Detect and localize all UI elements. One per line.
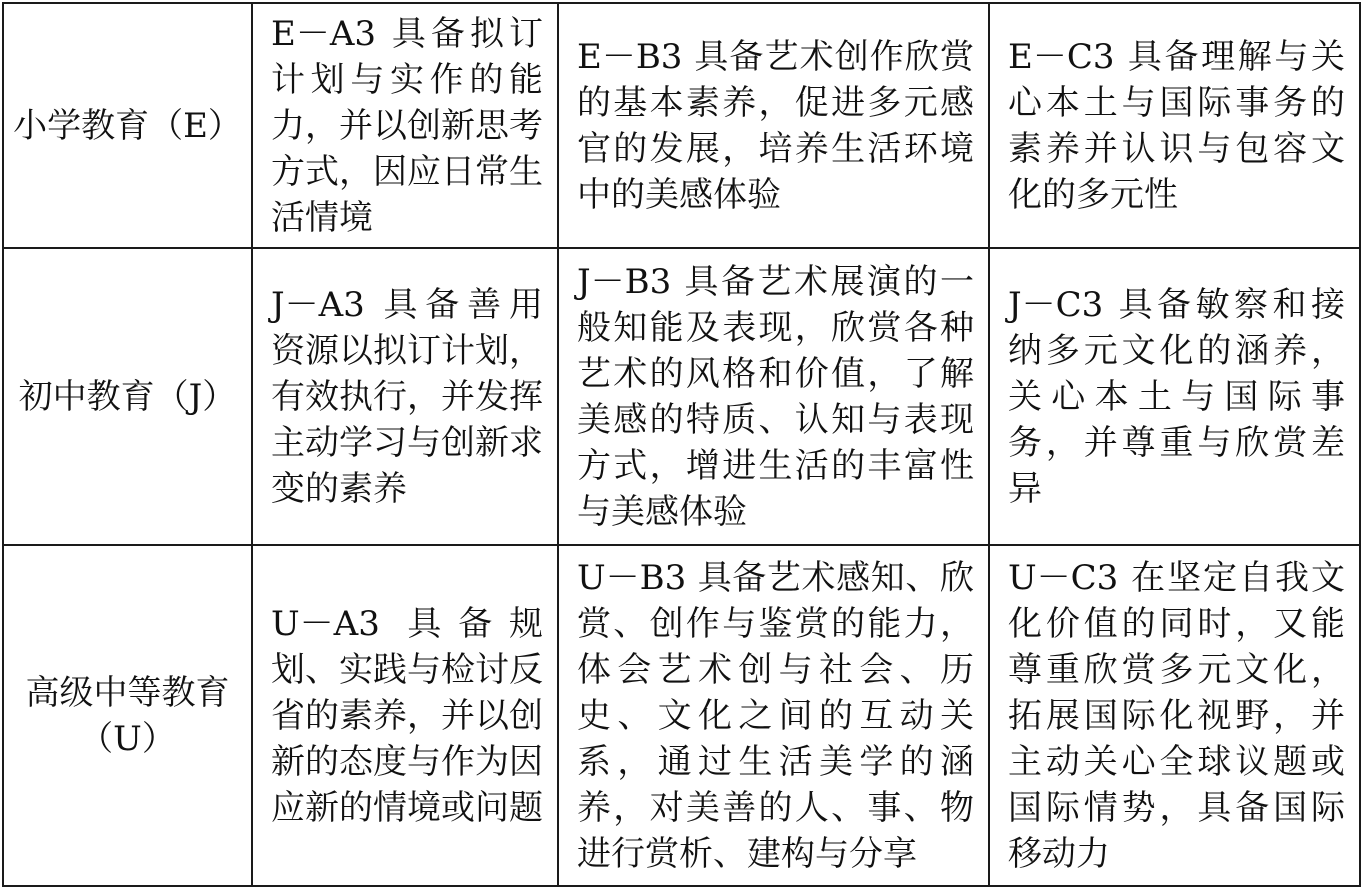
stage-cell: 高级中等教育（U） bbox=[3, 545, 252, 886]
a3-cell: J－A3 具备善用资源以拟订计划，有效执行，并发挥主动学习与创新求变的素养 bbox=[252, 248, 558, 545]
stage-cell: 初中教育（J） bbox=[3, 248, 252, 545]
a3-cell: U－A3 具备规划、实践与检讨反省的素养，并以创新的态度与作为因应新的情境或问题 bbox=[252, 545, 558, 886]
b3-cell: U－B3 具备艺术感知、欣赏、创作与鉴赏的能力，体会艺术创与社会、历史、文化之间的互动关系，通过生活美学的涵养，对美善的人、事、物进行赏析、建构与分享 bbox=[558, 545, 989, 886]
a3-cell: E－A3 具备拟订计划与实作的能力，并以创新思考方式，因应日常生活情境 bbox=[252, 3, 558, 248]
b3-cell: E－B3 具备艺术创作欣赏的基本素养，促进多元感官的发展，培养生活环境中的美感体验 bbox=[558, 3, 989, 248]
table-row bbox=[3, 3, 1360, 248]
stage-cell: 小学教育（E） bbox=[3, 3, 252, 248]
c3-cell: U－C3 在坚定自我文化价值的同时，又能尊重欣赏多元文化，拓展国际化视野，并主动关心全球议题或国际情势，具备国际移动力 bbox=[989, 545, 1360, 886]
table-row bbox=[3, 545, 1360, 886]
c3-cell: J－C3 具备敏察和接纳多元文化的涵养，关心本土与国际事务，并尊重与欣赏差异 bbox=[989, 248, 1360, 545]
c3-cell: E－C3 具备理解与关心本土与国际事务的素养并认识与包容文化的多元性 bbox=[989, 3, 1360, 248]
b3-cell: J－B3 具备艺术展演的一般知能及表现，欣赏各种艺术的风格和价值，了解美感的特质、认知与表现方式，增进生活的丰富性与美感体验 bbox=[558, 248, 989, 545]
competency-table bbox=[2, 2, 1361, 887]
table-row bbox=[3, 248, 1360, 545]
